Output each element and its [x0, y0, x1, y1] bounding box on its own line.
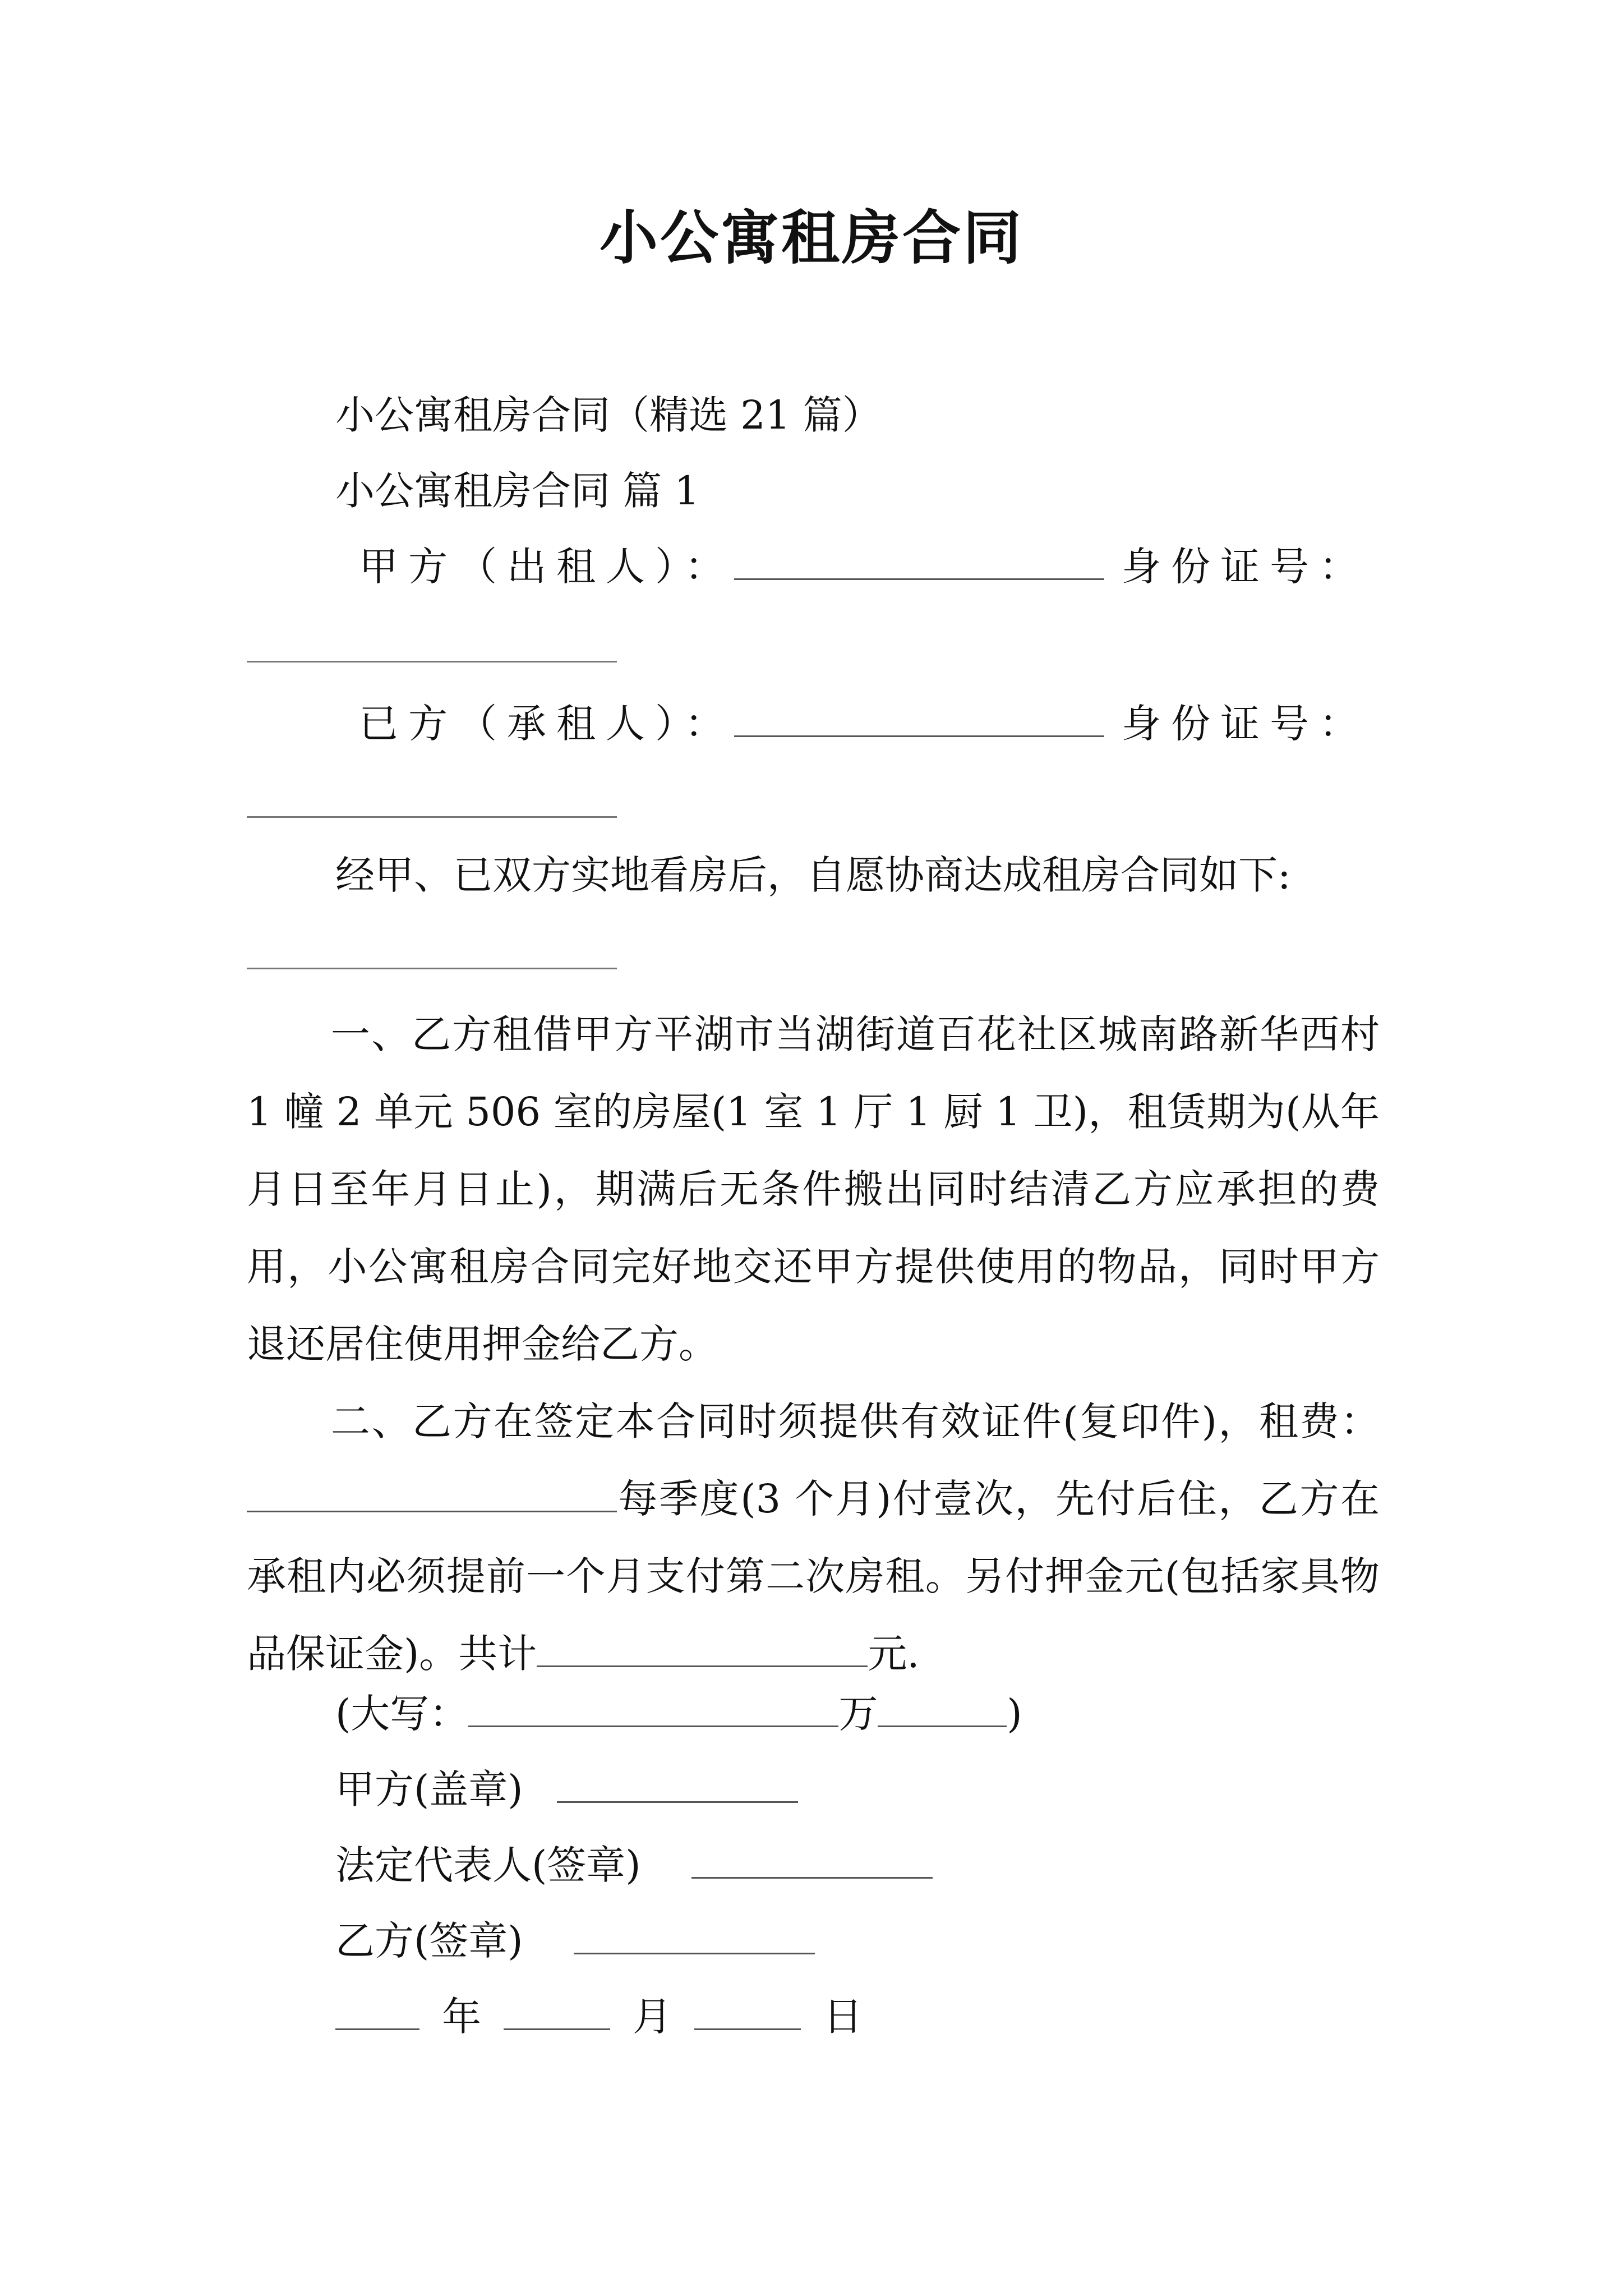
total-amount-blank[interactable] — [537, 1630, 868, 1667]
date-day-label: 日 — [823, 1994, 863, 2040]
capital-label: (大写： — [335, 1691, 469, 1737]
clause-2-part-a: 二、乙方在签定本合同时须提供有效证件(复印件)，租费： — [331, 1398, 1380, 1444]
intro-text: 经甲、已双方实地看房后，自愿协商达成租房合同如下: — [335, 852, 1291, 898]
capital-wan-blank[interactable] — [878, 1690, 1007, 1727]
sign-party-b-line — [335, 1913, 815, 1969]
party-a-id-label-line — [1122, 539, 1368, 595]
date-year-blank[interactable] — [335, 1993, 419, 2030]
party-a-id-blank[interactable] — [247, 661, 617, 662]
party-a-line — [359, 539, 1104, 595]
sign-party-a-blank[interactable] — [557, 1765, 798, 1803]
party-a-id-label: 身份证号： — [1122, 544, 1368, 590]
capital-amount-blank[interactable] — [468, 1690, 838, 1727]
date-month-label: 月 — [633, 1994, 672, 2040]
sign-party-b-blank[interactable] — [574, 1917, 815, 1954]
party-b-name-blank[interactable] — [734, 700, 1104, 737]
party-b-id-label: 身份证号： — [1122, 701, 1368, 747]
party-a-name-blank[interactable] — [734, 542, 1104, 580]
clause-1: 一、乙方租借甲方平湖市当湖街道百花社区城南路新华西村 1 幢 2 单元 506 室的房屋(1 室 1 厅 1 厨 1 卫)，租赁期为(从年月日至年月日止)，期满后无条件搬出同时结清乙方应承担的费用，小公寓租房合同完好地交还甲方提供使用的物品，同时甲方退还居住使用押金给乙方。 — [247, 1011, 1380, 1367]
document-title: 小公寓租房合同 — [599, 203, 1023, 272]
rent-amount-blank[interactable] — [247, 1475, 617, 1512]
sign-party-b-label: 乙方(签章) — [335, 1918, 523, 1964]
capital-wan: 万 — [838, 1691, 878, 1737]
date-day-blank[interactable] — [694, 1993, 801, 2030]
date-year-label: 年 — [442, 1994, 481, 2040]
sign-party-a-line — [335, 1761, 798, 1818]
sign-legal-rep-blank[interactable] — [691, 1841, 933, 1879]
party-a-label: 甲方（出租人）： — [359, 544, 734, 590]
capital-amount-line — [335, 1686, 1022, 1742]
party-b-id-blank[interactable] — [247, 816, 617, 818]
date-line — [335, 1989, 863, 2045]
section-heading: 小公寓租房合同 篇 1 — [335, 468, 700, 514]
clause-2-part-c: 元. — [868, 1631, 920, 1677]
sign-legal-rep-line — [335, 1837, 933, 1893]
document-subtitle: 小公寓租房合同（精选 21 篇） — [335, 392, 882, 438]
sign-party-a-label: 甲方(盖章) — [335, 1766, 523, 1812]
clause-2 — [247, 1383, 1380, 1692]
capital-close: ) — [1007, 1691, 1022, 1737]
party-b-id-label-line — [1122, 696, 1368, 752]
party-b-line — [359, 696, 1104, 752]
party-b-label: 已方（承租人）： — [359, 701, 734, 747]
date-month-blank[interactable] — [504, 1993, 610, 2030]
intro-blank[interactable] — [247, 968, 617, 969]
sign-legal-rep-label: 法定代表人(签章) — [335, 1842, 641, 1888]
clause-2-part-b: 每季度(3 个月)付壹次，先付后住，乙方在承租内必须提前一个月支付第二次房租。另付押金元(包括家具物品保证金)。共计 — [247, 1476, 1380, 1677]
